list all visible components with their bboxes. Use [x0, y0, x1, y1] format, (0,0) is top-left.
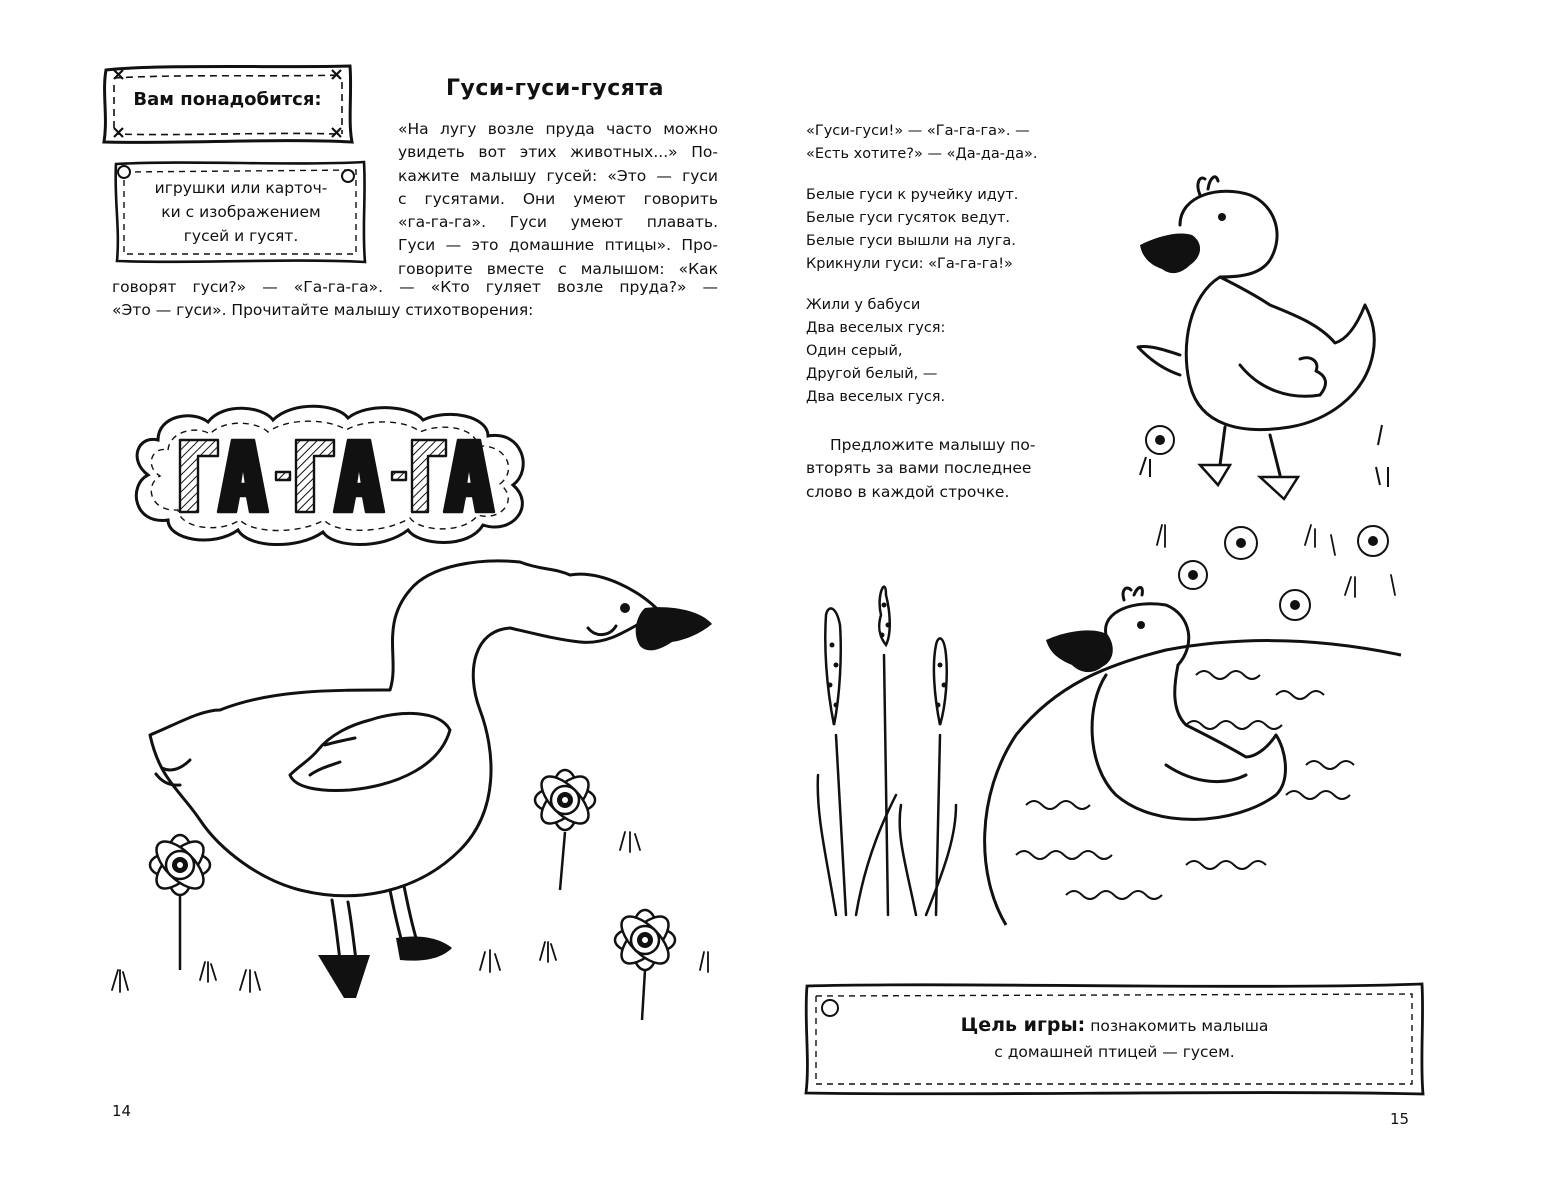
goose-foot — [318, 955, 370, 998]
poem-line: «Есть хотите?» — «Да-да-да». — [806, 146, 1038, 162]
pond-illustration — [806, 535, 1406, 955]
intro-line: кажите малышу гусей: «Это — гуси — [398, 166, 718, 185]
instruction-line: слово в каждой строчке. — [806, 482, 1010, 501]
intro-line: «га-га-га». Гуси умеют плавать. — [398, 213, 718, 232]
intro-line: «На лугу возле пруда часто можно — [398, 120, 718, 138]
poem-1 — [806, 120, 1106, 166]
goose-foot — [396, 936, 452, 960]
intro-line: увидеть вот этих животных...» По- — [398, 143, 718, 162]
ga-ga-ga-banner — [128, 400, 538, 550]
daisy-flower — [149, 834, 211, 970]
poem-line: Белые гуси вышли на луга. — [806, 233, 1016, 249]
intro-paragraph — [398, 118, 718, 281]
goose-body — [150, 561, 660, 896]
poem-line: Белые гуси к ручейку идут. — [806, 187, 1019, 203]
poem-line: Два веселых гуся: — [806, 320, 946, 336]
intro-line: с гусятами. Они умеют говорить — [398, 189, 718, 208]
gosling-body — [1186, 277, 1374, 430]
poem-line: Крикнули гуси: «Га-га-га!» — [806, 256, 1013, 272]
needs-item-line: ки с изображением — [161, 203, 321, 221]
goal-text: с домашней птицей — гусем. — [994, 1043, 1235, 1061]
instruction-line: вторять за вами последнее — [806, 459, 1032, 478]
intro-line: говорят гуси?» — «Га-га-га». — «Кто гуляет возле пруда?» — — [112, 278, 718, 296]
reeds — [818, 587, 956, 915]
game-title: Гуси-гуси-гусята — [446, 76, 664, 101]
swimming-gosling-beak — [1046, 630, 1113, 672]
swimming-gosling-body — [1092, 665, 1285, 819]
poem-3 — [806, 294, 1106, 409]
daisy-flower — [534, 769, 596, 890]
game-goal — [802, 1012, 1427, 1065]
page-number-left: 14 — [112, 1102, 132, 1120]
goal-label: Цель игры: — [960, 1014, 1086, 1036]
gosling-head — [1180, 191, 1277, 277]
needs-title: Вам понадобится: — [133, 89, 322, 110]
poem-line: «Гуси-гуси!» — «Га-га-га». — — [806, 123, 1030, 139]
daisy-flower — [614, 909, 676, 1020]
goose-illustration — [100, 550, 720, 1020]
poem-line: Другой белый, — — [806, 366, 938, 382]
needs-item-line: гусей и гусят. — [183, 227, 299, 245]
goal-text: познакомить малыша — [1090, 1017, 1269, 1035]
gosling-beak — [1140, 233, 1200, 273]
poem-line: Белые гуси гусяток ведут. — [806, 210, 1011, 226]
poem-2 — [806, 184, 1106, 276]
pond-water — [985, 641, 1401, 925]
intro-line: говорите вместе с малышом: «Как — [398, 259, 718, 278]
repeat-instruction — [806, 434, 1064, 504]
poems — [806, 120, 1106, 409]
intro-line: Гуси — это домашние птицы». Про- — [398, 236, 718, 255]
gosling-walking-illustration — [1120, 165, 1410, 515]
page-number-right: 15 — [1390, 1110, 1410, 1128]
poem-line: Два веселых гуся. — [806, 389, 946, 405]
poem-line: Один серый, — [806, 343, 903, 359]
gosling-wing — [1240, 358, 1326, 397]
goose-beak — [636, 607, 712, 650]
intro-line: «Это — гуси». Прочитайте малышу стихотворения: — [112, 301, 534, 320]
intro-paragraph-continued — [112, 276, 718, 323]
poem-line: Жили у бабуси — [806, 297, 921, 313]
needs-items — [130, 176, 352, 248]
goose-wing — [290, 713, 450, 790]
instruction-line: Предложите малышу по- — [830, 436, 1036, 454]
needs-item-line: игрушки или карточ- — [154, 179, 328, 197]
water-waves — [1016, 671, 1354, 899]
goose-eye — [620, 603, 630, 613]
